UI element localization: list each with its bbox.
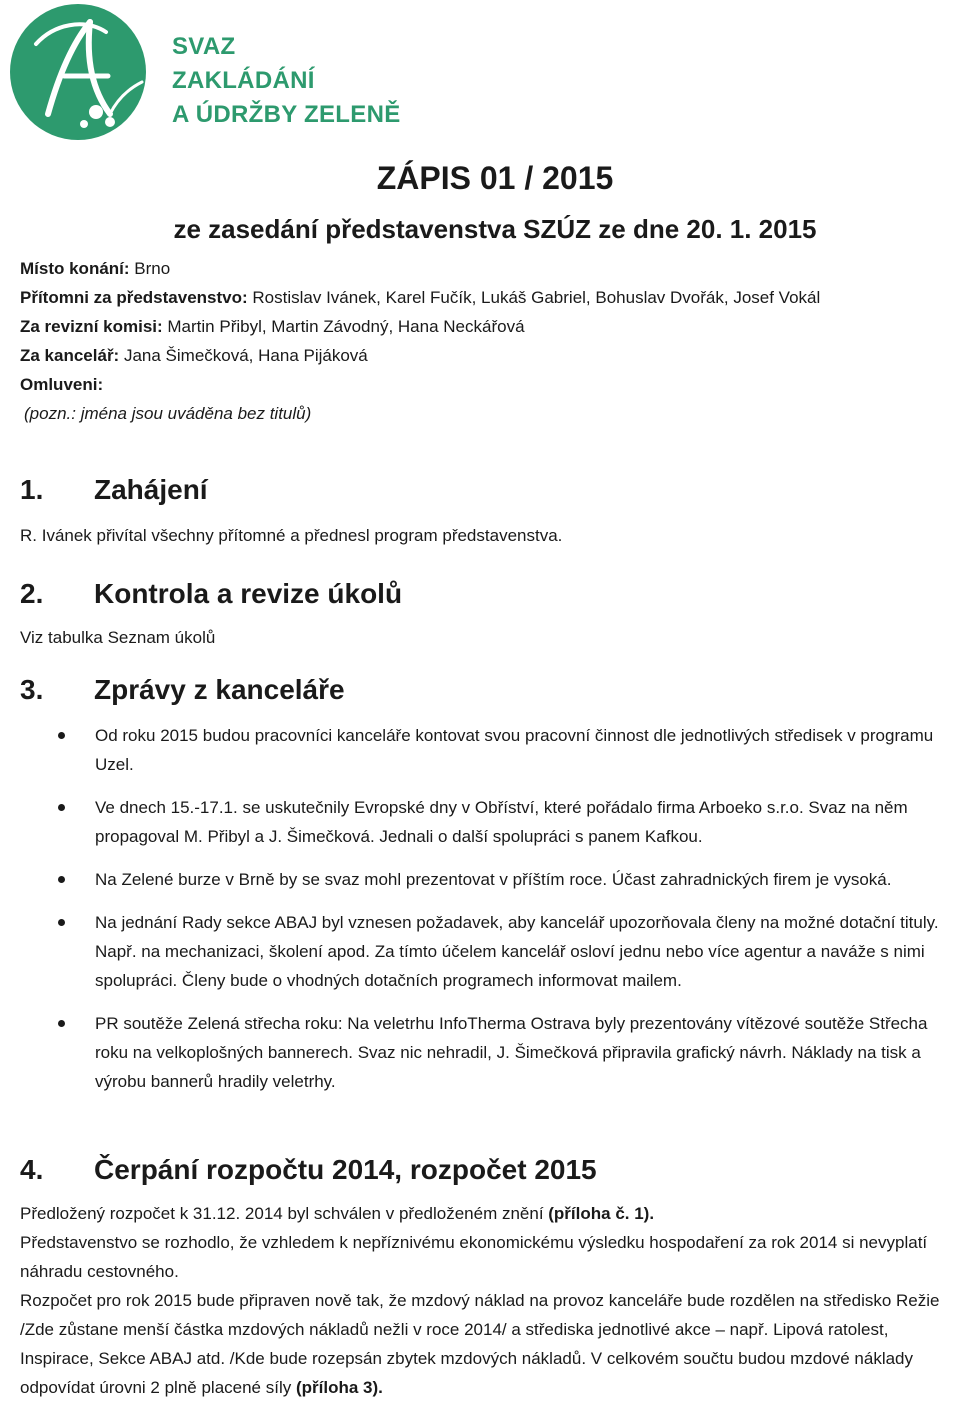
budget-paragraph-1 [20,1199,955,1228]
list-item [20,908,958,995]
excused-label: Omluveni: [20,375,104,394]
section-title: Zprávy z kanceláře [94,674,345,705]
logo-wordmark [172,30,401,132]
place-row [20,254,820,283]
office-label: Za kancelář: [20,346,120,365]
board-value: Rostislav Ivánek, Karel Fučík, Lukáš Gabriel, Bohuslav Dvořák, Josef Vokál [247,288,821,307]
audit-value: Martin Přibyl, Martin Závodný, Hana Neckářová [162,317,525,336]
budget-text: Předložený rozpočet k 31.12. 2014 byl schválen v předloženém znění [20,1204,549,1223]
budget-paragraph-3 [20,1286,955,1402]
list-item [20,793,958,851]
place-value: Brno [129,259,171,278]
logo-line: A ÚDRŽBY ZELENĚ [172,101,401,128]
section-number: 3. [20,674,44,705]
list-item-text: Od roku 2015 budou pracovníci kanceláře kontovat svou pracovní činnost dle jednotlivých středisek v programu Uzel. [95,726,934,774]
budget-paragraph-2: Představenstvo se rozhodlo, že vzhledem k nepříznivému ekonomickému výsledku hospodaření za rok 2014 si nevyplatí náhradu cestovného. [20,1233,928,1281]
section-heading-4 [20,1154,597,1186]
section-2-text: Viz tabulka Seznam úkolů [20,628,216,647]
excused-row [20,370,820,399]
list-item [20,721,958,779]
document-subtitle: ze zasedání představenstva SZÚZ ze dne 20. 1. 2015 [173,214,817,244]
list-item-text: PR soutěže Zelená střecha roku: Na veletrhu InfoTherma Ostrava byly prezentovány vítězové soutěže Střecha roku na velkoplošných bannerech. Svaz nic nehradil, J. Šimečková připravila grafický návrh. Náklady na tisk a výrobu bannerů hradily veletrhy. [95,1014,928,1091]
place-label: Místo konání: [20,259,130,278]
section-heading-3 [20,674,345,706]
association-logo-icon [6,2,156,144]
logo-line: SVAZ [172,33,236,60]
section-title: Čerpání rozpočtu 2014, rozpočet 2015 [94,1154,597,1185]
section-number: 2. [20,578,44,609]
bullet-icon [58,804,65,811]
board-label: Přítomni za představenstvo: [20,288,248,307]
office-row [20,341,820,370]
section-heading-1 [20,474,208,506]
attachment-ref: (příloha č. 1). [548,1204,655,1223]
audit-row [20,312,820,341]
office-news-list [20,721,958,1110]
budget-text: Rozpočet pro rok 2015 bude připraven nově tak, že mzdový náklad na provoz kanceláře bude rozdělen na středisko Režie /Zde zůstane menší částka mzdových nákladů nežli v roce 2014/ a střediska jednotlivé akce – např. Lipová ratolest, Inspirace, Sekce ABAJ atd. /Kde bude rozepsán zbytek mzdových nákladů. V celkovém součtu budou mzdové náklady odpovídat úrovni 2 plně placené síly [20,1291,940,1397]
board-row [20,283,820,312]
budget-section [20,1199,955,1402]
section-heading-2 [20,578,402,610]
meeting-info [20,254,820,428]
bullet-icon [58,919,65,926]
office-value: Jana Šimečková, Hana Pijáková [119,346,368,365]
list-item [20,1009,958,1096]
section-title: Kontrola a revize úkolů [94,578,403,609]
section-title: Zahájení [94,474,208,505]
list-item [20,865,958,894]
list-item-text: Na jednání Rady sekce ABAJ byl vznesen požadavek, aby kancelář upozorňovala členy na možné dotační tituly. Např. na mechanizaci, školení apod. Za tímto účelem kancelář osloví jednu nebo více agentur a naváže s nimi spolupráci. Členy bude o vhodných dotačních programech informovat mailem. [95,913,939,990]
list-item-text: Na Zelené burze v Brně by se svaz mohl prezentovat v příštím roce. Účast zahradnických firem je vysoká. [95,870,892,889]
attachment-ref: (příloha 3). [295,1378,383,1397]
section-number: 4. [20,1154,44,1185]
section-1-text: R. Ivánek přivítal všechny přítomné a přednesl program představenstva. [20,526,563,545]
bullet-icon [58,732,65,739]
section-number: 1. [20,474,44,505]
bullet-icon [58,876,65,883]
audit-label: Za revizní komisi: [20,317,163,336]
list-item-text: Ve dnech 15.-17.1. se uskutečnily Evropské dny v Obříství, které pořádalo firma Arboeko s.r.o. Svaz na něm propagoval M. Přibyl a J. Šimečková. Jednali o další spolupráci s panem Kafkou. [95,798,908,846]
bullet-icon [58,1020,65,1027]
names-note: (pozn.: jména jsou uváděna bez titulů) [24,404,312,423]
logo-line: ZAKLÁDÁNÍ [172,67,315,94]
document-title: ZÁPIS 01 / 2015 [376,160,614,196]
